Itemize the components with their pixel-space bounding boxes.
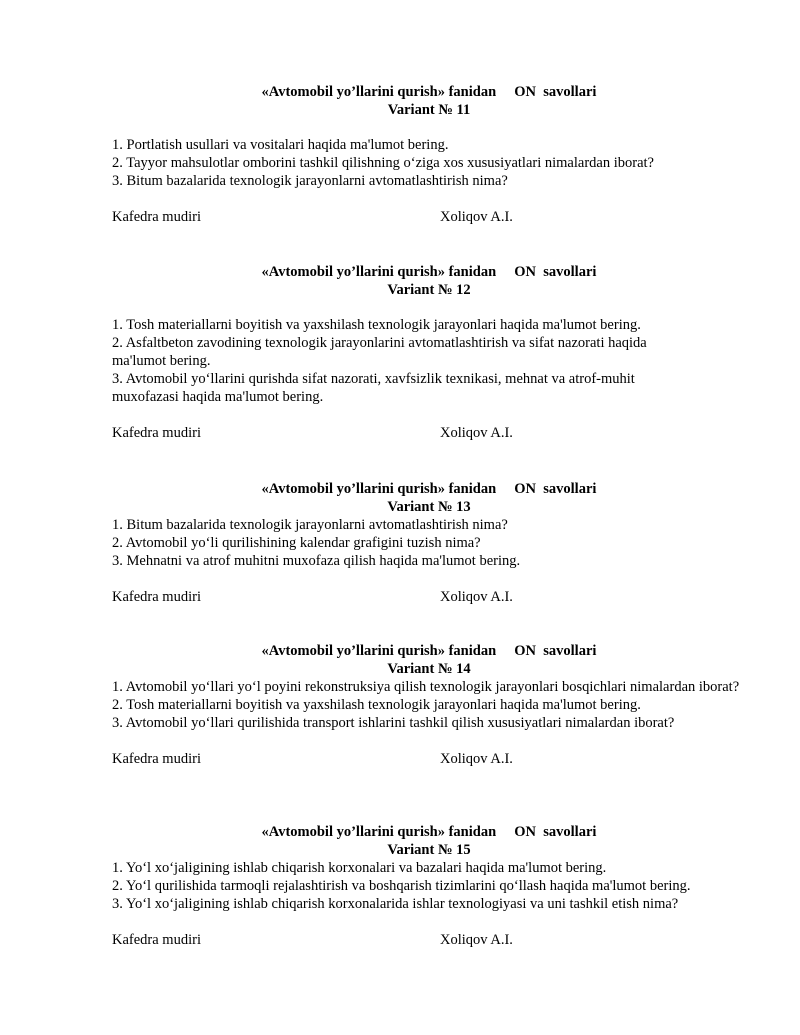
variant-block-11 bbox=[112, 83, 752, 226]
question-1: 1. Avtomobil yoʻllari yoʻl poyini rekonstruksiya qilish texnologik jarayonlari bosqichlari nimalardan iborat? bbox=[112, 679, 740, 695]
signature-role: Kafedra mudiri bbox=[112, 589, 201, 605]
signature-name: Xoliqov A.I. bbox=[440, 209, 513, 225]
variant-number: Variant № 12 bbox=[387, 282, 471, 298]
question-1: 1. Portlatish usullari va vositalari haqida ma'lumot bering. bbox=[112, 137, 449, 153]
section-title: «Avtomobil yo’llarini qurish» fanidan ON savollari bbox=[261, 824, 597, 840]
question-3: 3. Mehnatni va atrof muhitni muxofaza qilish haqida ma'lumot bering. bbox=[112, 553, 521, 569]
question-2: 2. Yoʻl qurilishida tarmoqli rejalashtirish va boshqarish tizimlarini qoʻllash haqida ma'lumot bering. bbox=[112, 878, 691, 894]
variant-block-15 bbox=[112, 823, 752, 949]
variant-block-13 bbox=[112, 480, 752, 606]
signature-line bbox=[112, 750, 752, 768]
signature-role: Kafedra mudiri bbox=[112, 425, 201, 441]
signature-line bbox=[112, 208, 752, 226]
variant-number: Variant № 14 bbox=[387, 661, 471, 677]
variant-number: Variant № 15 bbox=[387, 842, 471, 858]
variant-header bbox=[112, 823, 746, 859]
variant-header bbox=[112, 480, 746, 516]
question-2: 2. Tayyor mahsulotlar omborini tashkil qilishning oʻziga xos xususiyatlari nimalardan iborat? bbox=[112, 155, 654, 171]
variant-header bbox=[112, 642, 746, 678]
question-2: 2. Tosh materiallarni boyitish va yaxshilash texnologik jarayonlari haqida ma'lumot bering. bbox=[112, 697, 641, 713]
question-1: 1. Bitum bazalarida texnologik jarayonlarni avtomatlashtirish nima? bbox=[112, 517, 508, 533]
section-title: «Avtomobil yo’llarini qurish» fanidan ON savollari bbox=[261, 84, 597, 100]
signature-line bbox=[112, 588, 752, 606]
signature-role: Kafedra mudiri bbox=[112, 209, 201, 225]
section-title: «Avtomobil yo’llarini qurish» fanidan ON savollari bbox=[261, 481, 597, 497]
signature-role: Kafedra mudiri bbox=[112, 932, 201, 948]
signature-line bbox=[112, 931, 752, 949]
question-2: 2. Asfaltbeton zavodining texnologik jarayonlarini avtomatlashtirish va sifat nazorati haqida ma'lumot bering. bbox=[112, 335, 647, 369]
variant-number: Variant № 13 bbox=[387, 499, 471, 515]
signature-name: Xoliqov A.I. bbox=[440, 425, 513, 441]
question-1: 1. Yoʻl xoʻjaligining ishlab chiqarish korxonalari va bazalari haqida ma'lumot bering. bbox=[112, 860, 607, 876]
signature-name: Xoliqov A.I. bbox=[440, 589, 513, 605]
question-3: 3. Yoʻl xoʻjaligining ishlab chiqarish korxonalarida ishlar texnologiyasi va uni tashkil etish nima? bbox=[112, 896, 679, 912]
question-3: 3. Avtomobil yoʻllari qurilishida transport ishlarini tashkil qilish xususiyatlari nimalardan iborat? bbox=[112, 715, 675, 731]
variant-block-12 bbox=[112, 263, 752, 442]
signature-role: Kafedra mudiri bbox=[112, 751, 201, 767]
section-title: «Avtomobil yo’llarini qurish» fanidan ON savollari bbox=[261, 643, 597, 659]
signature-name: Xoliqov A.I. bbox=[440, 751, 513, 767]
question-3: 3. Avtomobil yoʻllarini qurishda sifat nazorati, xavfsizlik texnikasi, mehnat va atrof-muhit muxofazasi haqida ma'lumot bering. bbox=[112, 371, 635, 405]
question-2: 2. Avtomobil yoʻli qurilishining kalendar grafigini tuzish nima? bbox=[112, 535, 481, 551]
variant-header bbox=[112, 263, 746, 299]
signature-line bbox=[112, 424, 752, 442]
variant-number: Variant № 11 bbox=[387, 102, 471, 118]
question-3: 3. Bitum bazalarida texnologik jarayonlarni avtomatlashtirish nima? bbox=[112, 173, 508, 189]
variant-block-14 bbox=[112, 642, 752, 768]
variant-header bbox=[112, 83, 746, 119]
question-1: 1. Tosh materiallarni boyitish va yaxshilash texnologik jarayonlari haqida ma'lumot bering. bbox=[112, 317, 641, 333]
section-title: «Avtomobil yo’llarini qurish» fanidan ON savollari bbox=[261, 264, 597, 280]
signature-name: Xoliqov A.I. bbox=[440, 932, 513, 948]
